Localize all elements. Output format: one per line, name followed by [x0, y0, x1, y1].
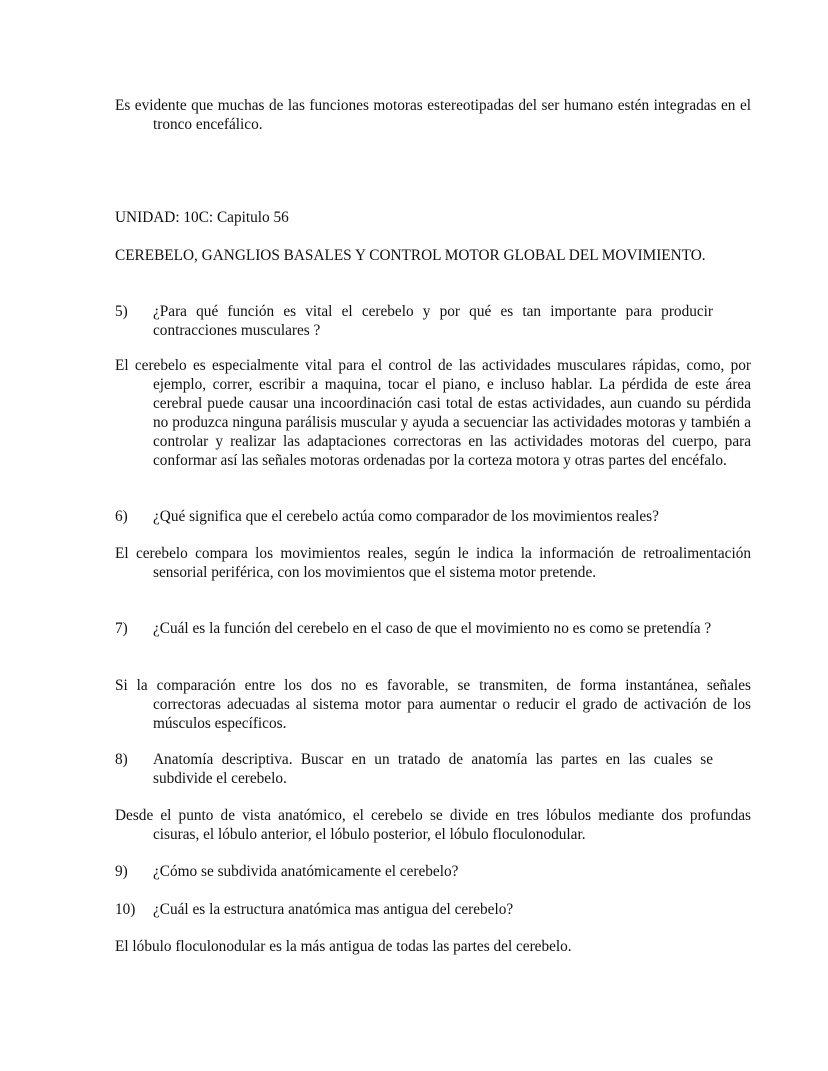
question-text: Anatomía descriptiva. Buscar en un tratado de anatomía las partes en las cuales se subdivide el cerebelo.	[153, 751, 713, 787]
intro-paragraph: Es evidente que muchas de las funciones motoras estereotipadas del ser humano estén integradas en el tronco encefálico.	[115, 97, 751, 133]
answer-10: El lóbulo floculonodular es la más antigua de todas las partes del cerebelo.	[115, 938, 572, 955]
question-8	[115, 750, 713, 788]
question-text: ¿Cuál es la estructura anatómica mas antigua del cerebelo?	[153, 901, 514, 918]
unit-heading: UNIDAD: 10C: Capitulo 56	[115, 209, 289, 226]
question-9	[115, 862, 713, 881]
question-7	[115, 619, 713, 638]
answer-6: El cerebelo compara los movimientos reales, según le indica la información de retroalimentación sensorial periférica, con los movimientos que el sistema motor pretende.	[115, 545, 751, 581]
question-text: ¿Para qué función es vital el cerebelo y por qué es tan importante para producir contracciones musculares ?	[153, 303, 713, 339]
question-number: 5)	[115, 303, 128, 320]
answer-7: Si la comparación entre los dos no es favorable, se transmiten, de forma instantánea, señales correctoras adecuadas al sistema motor para aumentar o reducir el grado de activación de los músculos específicos.	[115, 677, 751, 732]
question-6	[115, 507, 713, 526]
question-text: ¿Cuál es la función del cerebelo en el caso de que el movimiento no es como se pretendía ?	[153, 620, 712, 637]
question-text: ¿Qué significa que el cerebelo actúa como comparador de los movimientos reales?	[153, 508, 659, 525]
question-text: ¿Cómo se subdivida anatómicamente el cerebelo?	[153, 863, 459, 880]
question-10	[115, 900, 713, 919]
chapter-title: CEREBELO, GANGLIOS BASALES Y CONTROL MOTOR GLOBAL DEL MOVIMIENTO.	[115, 247, 706, 264]
answer-8: Desde el punto de vista anatómico, el cerebelo se divide en tres lóbulos mediante dos profundas cisuras, el lóbulo anterior, el lóbulo posterior, el lóbulo floculonodular.	[115, 807, 751, 843]
answer-5: El cerebelo es especialmente vital para el control de las actividades musculares rápidas, como, por ejemplo, correr, escribir a maquina, tocar el piano, e incluso hablar. La pérdida de este área cerebral puede causar una incoordinación casi total de estas actividades, aun cuando su pérdida no produzca ninguna parálisis muscular y ayuda a secuenciar las actividades motoras y también a controlar y realizar las adaptaciones correctoras en las actividades motoras del cuerpo, para conformar así las señales motoras ordenadas por la corteza motora y otras partes del encéfalo.	[115, 357, 751, 469]
question-number: 10)	[115, 901, 136, 918]
question-number: 6)	[115, 508, 128, 525]
question-number: 9)	[115, 863, 128, 880]
question-5	[115, 302, 713, 340]
question-number: 7)	[115, 620, 128, 637]
question-number: 8)	[115, 751, 128, 768]
